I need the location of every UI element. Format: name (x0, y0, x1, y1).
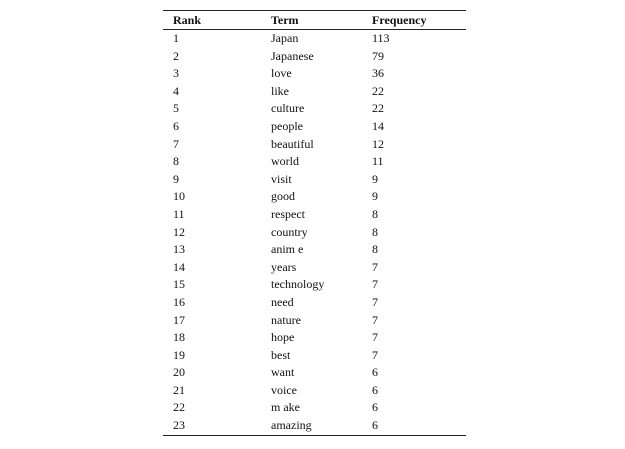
cell-frequency: 9 (372, 189, 378, 204)
cell-rank: 13 (173, 242, 185, 257)
table-row (163, 206, 466, 224)
cell-frequency: 7 (372, 312, 378, 327)
table-row (163, 118, 466, 136)
cell-term: anim e (271, 242, 304, 257)
table-row (163, 259, 466, 277)
cell-term: voice (271, 382, 297, 397)
table-row (163, 347, 466, 365)
table-row (163, 83, 466, 101)
table-row (163, 188, 466, 206)
cell-rank: 5 (173, 101, 179, 116)
cell-frequency: 36 (372, 66, 384, 81)
cell-rank: 3 (173, 66, 179, 81)
cell-frequency: 11 (372, 154, 384, 169)
table-row (163, 224, 466, 242)
cell-term: technology (271, 277, 325, 292)
table-row (163, 364, 466, 382)
cell-term: years (271, 259, 297, 274)
cell-frequency: 113 (372, 31, 390, 45)
cell-term: Japanese (271, 48, 314, 63)
cell-rank: 7 (173, 136, 179, 151)
table-row (163, 417, 466, 435)
header-rank: Rank (173, 13, 202, 27)
cell-rank: 1 (173, 31, 179, 45)
cell-frequency: 8 (372, 206, 378, 221)
cell-term: respect (271, 206, 305, 221)
cell-frequency: 9 (372, 171, 378, 186)
cell-term: culture (271, 101, 305, 116)
cell-frequency: 22 (372, 101, 384, 116)
cell-rank: 4 (173, 83, 179, 98)
cell-rank: 21 (173, 382, 185, 397)
cell-rank: 17 (173, 312, 185, 327)
cell-term: m ake (271, 400, 300, 415)
cell-term: best (271, 347, 291, 362)
cell-term: visit (271, 171, 292, 186)
cell-frequency: 6 (372, 400, 378, 415)
cell-rank: 10 (173, 189, 185, 204)
cell-frequency: 12 (372, 136, 384, 151)
cell-rank: 22 (173, 400, 185, 415)
cell-term: country (271, 224, 308, 239)
cell-rank: 16 (173, 294, 185, 309)
cell-frequency: 6 (372, 382, 378, 397)
cell-rank: 23 (173, 418, 185, 433)
cell-frequency: 79 (372, 48, 384, 63)
cell-rank: 20 (173, 365, 185, 380)
cell-term: people (271, 118, 303, 133)
cell-rank: 2 (173, 48, 179, 63)
cell-rank: 8 (173, 154, 179, 169)
cell-rank: 9 (173, 171, 179, 186)
cell-rank: 19 (173, 347, 185, 362)
table-row (163, 241, 466, 259)
cell-term: like (271, 83, 289, 98)
cell-term: love (271, 66, 292, 81)
term-frequency-table (163, 10, 466, 436)
cell-term: need (271, 294, 294, 309)
cell-frequency: 7 (372, 277, 378, 292)
cell-frequency: 8 (372, 242, 378, 257)
cell-rank: 14 (173, 259, 185, 274)
table-row (163, 329, 466, 347)
cell-term: amazing (271, 418, 312, 433)
header-frequency: Frequency (372, 13, 427, 27)
cell-term: good (271, 189, 295, 204)
table-row (163, 276, 466, 294)
table-row (163, 312, 466, 330)
cell-rank: 15 (173, 277, 185, 292)
table-row (163, 399, 466, 417)
cell-rank: 6 (173, 118, 179, 133)
cell-frequency: 14 (372, 118, 384, 133)
table-header (163, 11, 466, 30)
cell-term: nature (271, 312, 301, 327)
table-row (163, 100, 466, 118)
cell-term: world (271, 154, 299, 169)
cell-frequency: 7 (372, 330, 378, 345)
header-row (163, 11, 466, 30)
cell-term: hope (271, 330, 295, 345)
table-body (163, 30, 466, 436)
cell-frequency: 8 (372, 224, 378, 239)
cell-frequency: 7 (372, 347, 378, 362)
cell-frequency: 6 (372, 418, 378, 433)
header-term: Term (271, 13, 299, 27)
cell-rank: 11 (173, 206, 185, 221)
table-row (163, 171, 466, 189)
table-row (163, 153, 466, 171)
table-row (163, 65, 466, 83)
cell-rank: 12 (173, 224, 185, 239)
table-row (163, 48, 466, 66)
cell-frequency: 7 (372, 259, 378, 274)
cell-term: beautiful (271, 136, 314, 151)
cell-term: Japan (271, 31, 299, 45)
cell-term: want (271, 365, 295, 380)
cell-frequency: 22 (372, 83, 384, 98)
cell-rank: 18 (173, 330, 185, 345)
table-row (163, 294, 466, 312)
term-frequency-table-container (163, 10, 466, 436)
cell-frequency: 6 (372, 365, 378, 380)
table-row (163, 382, 466, 400)
table-row (163, 30, 466, 48)
table-row (163, 136, 466, 154)
cell-frequency: 7 (372, 294, 378, 309)
